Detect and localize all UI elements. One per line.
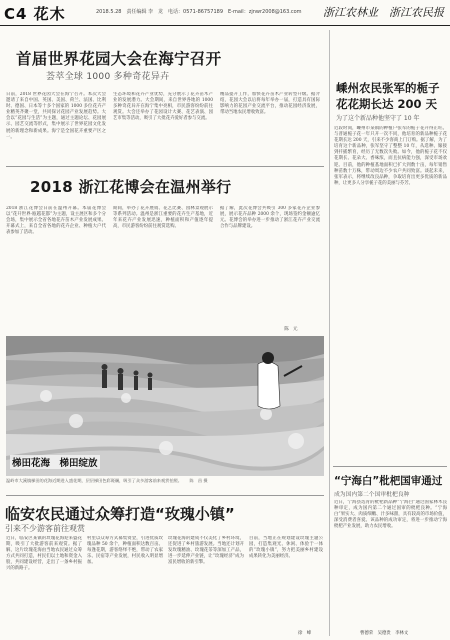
- photo-label: 梯田花海 梯田绽放: [10, 455, 100, 469]
- article3-byline: 徐 峰: [298, 631, 312, 636]
- right2-title: “宁海白”枇杷国审通过: [334, 475, 443, 487]
- article1-subtitle: 荟萃全球 1000 多种奇花异卉: [46, 72, 170, 82]
- article3-subtitle: 引来不少游客前往观赏: [5, 524, 85, 533]
- article1-col1: 日前，2018 世界花园大会在海宁召开。本次大会邀请了来自中国、英国、美国、荷兰、法国、比利时、德国、日本等十多个国家的 1000 多位花卉产业精英齐聚一堂，共同探讨花园产业发展趋势。大会以“花园与生活”为主题，通过主题论坛、花园展示、园艺交流等形式，集中展示了世界花园文化发展的新理念和新成果。海宁是全国花卉重要产区之一。: [6, 92, 106, 140]
- column-divider: [329, 30, 330, 636]
- article2-byline: 陈 元: [280, 327, 298, 332]
- section-label: C4 花木: [4, 5, 66, 23]
- article1-col2: 生态环境和花卉产业优势，充分展示了花卉苗木产业的发展潜力。大会期间，来自世界各地的 1000 多种奇花异卉在海宁集中亮相，市民游客纷纷前往观赏。大会还举办了花园设计大赛、花艺表演、园艺市集等活动，吸引了大批花卉爱好者参与交流。: [113, 92, 213, 122]
- divider: [333, 466, 447, 467]
- masthead: [0, 0, 450, 26]
- right2-body: 近日，宁海县选育的枇杷新品种“宁海白”通过国家林木良种审定，成为国内第二个通过国审的枇杷良种。“宁海白”果实大、肉质细嫩、汁多味甜，具有较高的市场价值，深受消费者喜爱。该品种的成功审定，将进一步推动宁海枇杷产业发展，助力农民增收。: [334, 500, 447, 530]
- divider: [6, 495, 324, 496]
- article2-title: 2018 浙江花博会在温州举行: [30, 178, 232, 196]
- article1-title: 首届世界花园大会在海宁召开: [16, 50, 222, 68]
- right1-subtitle: 为了这个新品种他坚守了 10 年: [336, 115, 420, 122]
- right2-byline: 曹德荣 吴德贵 李林文: [360, 631, 409, 636]
- paper-logo: 浙江农林业 浙江农民报: [323, 6, 444, 19]
- right1-body: 近段时间，嵊州市某镇的种植户张军的栀子花开得正旺。与普通栀子花一年只开一次不同，他培育的新品种栀子花花期长达 200 天，引来不少客商上门订购。据了解，为了培育这个新品种，张军坚守了整整 10 年，从选种、嫁接到扦插繁育，经历了无数次失败。如今，他的栀子花不仅花期长、花朵大、香味浓，而且抗病能力强，深受市场欢迎。目前，他的种植基地面积已扩大到数十亩，每年销售种苗数十万株，带动周边不少农户共同致富。谈起未来，张军表示，将继续改良品种，争取培育出更多优质的新品种，让更多人分享栀子花的美丽与芬芳。: [334, 126, 447, 186]
- article2-col3: 据了解，此次花博会共吸引 300 多家花卉企业参展，展示花卉品种 2000 余个，现场签约金额逾亿元。花博会的举办进一步推动了浙江花卉产业交流合作与品牌建设。: [220, 206, 320, 230]
- article2-col1: 2018 浙江花博会日前在温州开幕。本届花博会以“花开世界·瓯越花都”为主题，设主展区和多个分会场，集中展示全省各地花卉苗木产业发展成果。开幕式上，来自全省各地的花卉企业、种植大户代表参加了活动。: [6, 206, 106, 236]
- article1-col3: 精品提升工作，加快花卉苗木产业转型升级。据介绍，花园大会以后将每年举办一届，打造具有国际影响力的花园产业交流平台，推动花园经济发展，带动当地农民增收致富。: [220, 92, 320, 116]
- article3-title: 临安农民通过众筹打造“玫瑰小镇”: [5, 505, 235, 523]
- right2-subtitle: 成为国内第二个国审枇杷良种: [334, 492, 410, 498]
- article3-col3: 玫瑰花海的建成不仅美化了乡村环境，还促进了乡村旅游发展。当地还计划开发玫瑰精油、玫瑰花茶等深加工产品，进一步延伸产业链，让“玫瑰经济”成为富民增收的新引擎。: [168, 536, 244, 566]
- article2-col2: 期间，举办了花卉展销、花艺比赛、园林景观展示等系列活动。温州是浙江重要的花卉生产基地，近年来花卉产业发展迅速，种植面积和产值逐年提高，市民游客纷纷前往观赏选购。: [113, 206, 213, 230]
- article3-col4: 目前，当地正在规划建设玫瑰主题公园，打造集观光、休闲、体验于一体的“玫瑰小镇”，努力把美丽乡村建设成果转化为美丽经济。: [249, 536, 323, 560]
- right1-title: 嵊州农民张军的栀子花花期长达 200 天: [336, 81, 440, 111]
- divider: [6, 166, 324, 167]
- issue-meta: 2018.5.28 责任编辑 李 龙 电话：0571-86757189 E-mail：zjnwr2008@163.com: [96, 9, 302, 15]
- article3-col2: 村里以众筹方式募集资金，引进优质玫瑰品种 50 余个，种植面积达数百亩。每逢花期，游客络绎不绝，带动了农家乐、民宿等产业发展，村民收入明显增加。: [87, 536, 163, 566]
- photo-caption: 温岭市大溪镇梯田的花海近期进入盛花期，层层梯田色彩斑斓，吸引了众多游客前来观赏拍照。 陈 昌 摄: [6, 478, 208, 483]
- article3-col1: 近日，临安区某镇的玫瑰花海迎来盛花期，吸引了大批游客前来观赏。据了解，这片玫瑰花海由当地农民通过众筹方式共同打造，村民们以土地和资金入股，共同建设经营，走出了一条乡村振兴的新路子。: [6, 536, 82, 572]
